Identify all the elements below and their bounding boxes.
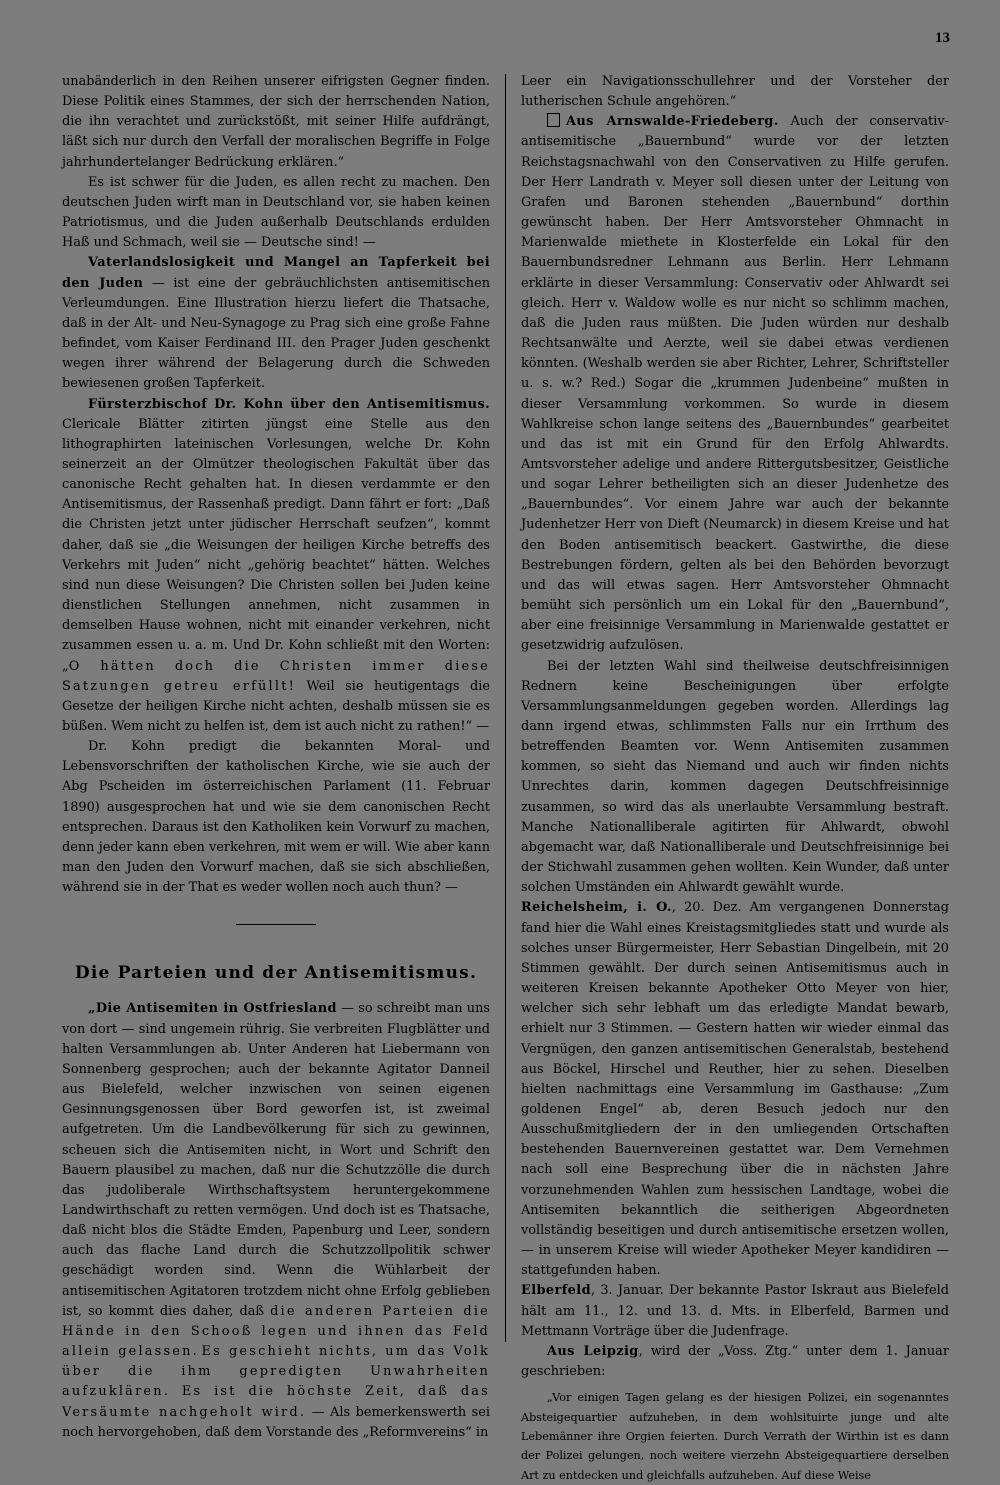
- article-heading: Fürsterzbischof Dr. Kohn über den Antisemitismus.: [88, 396, 490, 412]
- article-paragraph: [521, 1281, 949, 1341]
- right-column: [521, 72, 949, 1485]
- article-text: — ist eine der gebräuchlichsten antisemitischen Verleumdungen. Eine Illustration hierzu liefert die Thatsache, daß in der Alt- und Neu-Synagoge zu Prag sich eine große Fahne befindet, vom Kaiser Ferdinand III. den Prager Juden geschenkt wegen ihrer während der Belagerung durch die Schweden bewiesenen großen Tapferkeit.: [62, 275, 490, 392]
- article-text: , 3. Januar. Der bekannte Pastor Iskraut aus Bielefeld hält am 11., 12. und 13. d. Mts. in Elberfeld, Barmen und Mettmann Vorträge über die Judenfrage.: [521, 1283, 949, 1339]
- column-divider: [505, 74, 506, 1342]
- article-heading: Reichelsheim, i. O.: [521, 900, 672, 916]
- article-heading: Vaterlandslosigkeit und Mangel an Tapferkeit bei den Juden: [62, 255, 490, 291]
- article-text: .: [192, 1344, 202, 1360]
- article-heading: „Die Antisemiten in Ostfriesland: [88, 1001, 337, 1017]
- article-text: — Als bemerkenswerth sei noch hervorgehoben, daß dem Vorstande des „Reformvereins“ in: [62, 1404, 490, 1440]
- article-text: — so schreibt man uns von dort — sind ungemein rührig. Sie verbreiten Flugblätter und halten Versammlungen ab. Unter Anderen hat Liebermann von Sonnenberg gesprochen; auch der bekannte Agitator Danneil aus Bielefeld, welcher inzwischen von seinen eigenen Gesinnungsgenossen über Bord geworfen ist, ist zweimal aufgetreten. Um die Landbevölkerung für sich zu gewinnen, scheuen sich die Antisemiten nicht, in Wort und Schrift den Bauern plausibel zu machen, daß nur die Schutzzölle die durch das judoliberale Wirthschaftsystem heruntergekommene Landwirthschaft zu retten vermögen. Und doch ist es Thatsache, daß nicht blos die Städte Emden, Papenburg und Leer, sondern auch das flache Land durch die Schutzzollpolitik schwer geschädigt worden sind. Wenn die Wühlarbeit der antisemitischen Agitatoren trotzdem nicht ohne Erfolg geblieben ist, so kommt dies daher, daß: [62, 1001, 490, 1319]
- paragraph: Es ist schwer für die Juden, es allen recht zu machen. Den deutschen Juden wirft man in Deutschland vor, sie haben keinen Patriotismus, und die Juden außerhalb Deutschlands erdulden Haß und Schmach, weil sie — Deutsche sind! —: [62, 174, 490, 251]
- article-heading: Aus Arnswalde-Friedeberg.: [566, 114, 779, 130]
- article-text: , wird der „Voss. Ztg.“ unter dem 1. Januar geschrieben:: [521, 1343, 949, 1379]
- article-paragraph: [521, 898, 949, 1281]
- paragraph: Leer ein Navigationsschullehrer und der Vorsteher der lutherischen Schule angehören.“: [521, 74, 949, 110]
- article-heading: Aus Leipzig: [547, 1343, 639, 1359]
- left-column: [62, 72, 490, 1443]
- article-text: , 20. Dez. Am vergangenen Donnerstag fand hier die Wahl eines Kreistagsmitgliedes statt und wurde als solches unser Bürgermeister, Herr Sebastian Dingelbein, mit 20 Stimmen gewählt. Der durch seinen Antisemitismus auch in weiteren Kreisen bekannte Apotheker Otto Meyer von hier, welcher sich sehr lebhaft um das erledigte Mandat bewarb, erhielt nur 3 Stimmen. — Gestern hatten wir wieder einmal das Vergnügen, den ganzen antisemitischen Generalstab, bestehend aus Böckel, Hirschel und Reuther, hier zu sehen. Dieselben hielten nachmittags eine Versammlung im Gasthause: „Zum goldenen Engel“ ab, deren Besuch jedoch nur den Ausschußmitgliedern der in den umliegenden Ortschaften bestehenden Bauernvereinen gestattet war. Dem Vernehmen nach soll eine Besprechung über die in nächsten Jahre vorzunehmenden Wahlen zum hessischen Landtage, wobei die Antisemiten bekanntlich die seitherigen Abgeordneten vollständig beseitigen und durch antisemitische ersetzen wollen, — in unserem Kreise will wieder Apotheker Meyer kandidiren — stattgefunden haben.: [521, 900, 949, 1279]
- article-text: Weil sie heutigentags die Gesetze der heiligen Kirche nicht achten, deshalb müssen sie es büßen. Wem nicht zu helfen ist, dem ist auch nicht zu rathen!“ —: [62, 678, 490, 734]
- paragraph: Dr. Kohn predigt die bekannten Moral- und Lebensvorschriften der katholischen Kirche, wie sie auch der Abg Pscheiden im österreichischen Parlament (11. Februar 1890) ausgesprochen hat und wie sie dem canonischen Recht entsprechen. Daraus ist den Katholiken kein Vorwurf zu machen, denn jeder kann eben verkehren, mit wem er will. Wie aber kann man den Juden den Vorwurf machen, daß sie sich abschließen, während sie in der That es weder wollen noch auch thun? —: [62, 739, 490, 896]
- section-title: Die Parteien und der Antisemitismus.: [74, 963, 478, 984]
- article-paragraph: [521, 112, 949, 656]
- article-paragraph: [62, 999, 490, 1442]
- spaced-quote: O hätten doch die Christen immer diese Satzungen getreu erfüllt!: [62, 658, 490, 694]
- page-number: 13: [935, 30, 950, 46]
- article-text: Clericale Blätter zitirten jüngst eine Stelle aus den lithographirten lateinischen Vorlesungen, welche Dr. Kohn seinerzeit an der Olmützer theologischen Fakultät über das canonische Recht gehalten hat. In diesen verdammte er den Antisemitismus, der Rassenhaß predigt. Dann fährt er fort: „Daß die Christen jetzt unter jüdischer Herrschaft seufzen“, kommt daher, daß sie „die Weisungen der heiligen Kirche betreffs des Verkehrs mit Juden“ nicht „gehörig beachtet“ hätten. Welches sind nun diese Weisungen? Die Christen sollen bei Juden keine dienstlichen Stellungen annehmen, nicht zusammen in demselben Hause wohnen, nicht mit einander verkehren, nicht zusammen essen u. a. m. Und Dr. Kohn schließt mit den Worten: „: [62, 416, 490, 674]
- quoted-report: „Vor einigen Tagen gelang es der hiesigen Polizei, ein sogenanntes Absteigequartier aufzuheben, in dem wohlsituirte junge und alte Lebemänner ihre Orgien feierten. Durch Verrath der Wirthin ist es dann der Polizei gelungen, noch weitere vierzehn Absteigequartiere derselben Art zu entdecken und gleichfalls aufzuheben. Auf diese Weise: [521, 1391, 949, 1482]
- article-heading: Elberfeld: [521, 1283, 591, 1299]
- paragraph: unabänderlich in den Reihen unserer eifrigsten Gegner finden. Diese Politik eines Stammes, der sich der herrschenden Nation, die ihn verachtet und zurückstößt, mit seiner Hilfe aufdrängt, läßt sich nur durch den Verfall der moralischen Begriffe in Folge jahrhundertelanger Bedrückung erklären.“: [62, 74, 490, 170]
- article-paragraph: [62, 253, 490, 394]
- article-text: Auch der conservativ-antisemitische „Bauernbund“ wurde vor der letzten Reichstagsnachwahl von den Conservativen zu Hilfe gerufen. Der Herr Landrath v. Meyer soll diesen unter der Leitung von Grafen und Baronen stehenden „Bauernbund“ dorthin gewünscht haben. Der Herr Amtsvorsteher Ohmnacht in Marienwalde miethete in Klosterfelde ein Lokal für den Bauernbundsredner Lehmann aus Berlin. Herr Lehmann erklärte in dieser Versammlung: Conservativ oder Ahlwardt sei gleich. Herr v. Waldow wolle es nur nicht so schlimm machen, daß die Juden raus müßten. Die Juden würden nur deshalb Rechtsanwälte und Aerzte, weil sie dabei etwas verdienen könnten. (Weshalb werden sie aber Richter, Lehrer, Schriftsteller u. s. w.? Red.) Sogar die „krummen Judenbeine“ mußten in dieser Versammlung vorkommen. So wurde in diesem Wahlkreise schon lange seitens des „Bauernbundes“ gearbeitet und das ist mit ein Grund für den Erfolg Ahlwardts. Amtsvorsteher adelige und andere Rittergutsbesitzer, Geistliche und sogar Lehrer betheiligten sich an dieser Judenhetze des „Bauernbundes“. Vor einem Jahre war auch der bekannte Judenhetzer Herr von Dieft (Neumarck) in diesem Kreise und hat den Boden antisemitisch beackert. Gastwirthe, die diese Bestrebungen fördern, gelten als bei den Behörden bevorzugt und das will etwas sagen. Herr Amtsvorsteher Ohmnacht bemüht sich persönlich um ein Lokal für den „Bauernbund“, aber eine freisinnige Versammlung in Marienwalde gestattet er gesetzwidrig aufzulösen.: [521, 114, 949, 654]
- article-paragraph: [521, 1342, 949, 1382]
- spaced-text: die anderen Parteien die Hände in den Schooß legen und ihnen das Feld allein gelassen: [62, 1303, 490, 1360]
- paragraph: Bei der letzten Wahl sind theilweise deutschfreisinnigen Rednern keine Bescheinigungen über erfolgte Versammlungsanmeldungen gegeben worden. Allerdings lag dann irgend etwas, schlimmsten Falls nur ein Irrthum des betreffenden Beamten vor. Wenn Antisemiten zusammen kommen, so sieht das Niemand und auch wir finden nichts Unrechtes darin, kommen dagegen Deutschfreisinnige zusammen, so wird das als unerlaubte Versammlung bestraft. Manche Nationalliberale agitirten für Ahlwardt, obwohl abgemacht war, daß Nationalliberale und Deutschfreisinnige bei der Stichwahl zusammen gehen wollten. Kein Wunder, daß unter solchen Umständen ein Ahlwardt gewählt wurde.: [521, 658, 949, 896]
- article-paragraph: [62, 395, 490, 738]
- box-marker-icon: [547, 113, 560, 127]
- separator-rule: [236, 924, 316, 925]
- spaced-text: Es geschieht nichts, um das Volk über die ihm gepredigten Unwahrheiten aufzuklären. Es ist die höchste Zeit, daß das Versäumte nachgeholt wird.: [62, 1344, 490, 1420]
